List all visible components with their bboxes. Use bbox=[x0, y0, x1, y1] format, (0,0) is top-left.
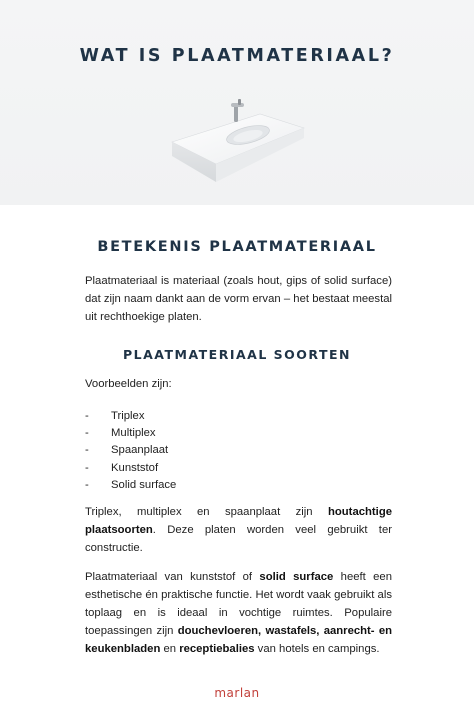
text-run: van hotels en campings. bbox=[254, 643, 380, 655]
definition-paragraph: Plaatmateriaal is materiaal (zoals hout, gips of solid surface) dat zijn naam dankt aan de vorm ervan – het bestaat meestal uit rechthoekige platen. bbox=[85, 275, 392, 323]
list-dash: - bbox=[85, 410, 89, 422]
list-dash: - bbox=[85, 427, 89, 440]
list-item-label: Solid surface bbox=[111, 478, 177, 491]
material-list bbox=[85, 408, 176, 494]
wood-types-paragraph bbox=[85, 503, 392, 557]
page-title: WAT IS PLAATMATERIAAL? bbox=[79, 46, 395, 66]
list-item bbox=[85, 408, 176, 425]
list-dash: - bbox=[85, 444, 89, 457]
text-run: . Deze platen worden veel gebruikt ter constructie. bbox=[85, 524, 392, 554]
list-item bbox=[85, 425, 176, 442]
examples-intro: Voorbeelden zijn: bbox=[85, 378, 172, 390]
bold-term: houtachtige plaatsoorten bbox=[85, 506, 392, 536]
section-heading-betekenis: BETEKENIS PLAATMATERIAAL bbox=[97, 239, 377, 255]
bold-term: solid surface bbox=[259, 571, 334, 583]
list-item-label: Multiplex bbox=[111, 427, 156, 440]
list-item bbox=[85, 460, 176, 477]
section-heading-soorten: PLAATMATERIAAL SOORTEN bbox=[122, 347, 352, 362]
washbasin-image bbox=[168, 98, 308, 198]
list-dash: - bbox=[85, 461, 89, 474]
list-dash: - bbox=[85, 478, 89, 491]
list-item-label: Kunststof bbox=[111, 461, 159, 474]
bold-term: douchevloeren, wastafels, aanrecht- en keukenbladen bbox=[85, 625, 392, 655]
hero-banner bbox=[0, 0, 474, 205]
list-item-label: Spaanplaat bbox=[111, 444, 169, 457]
list-item-label: Triplex bbox=[111, 410, 145, 422]
text-run: Triplex, multiplex en spaanplaat zijn bbox=[85, 506, 328, 518]
text-run: heeft een esthetische én praktische functie. Het wordt vaak gebruikt als toplaag en is ideaal in vochtige ruimtes. Populaire toepassingen zijn bbox=[85, 571, 392, 637]
text-run: Plaatmateriaal van kunststof of bbox=[85, 571, 260, 583]
solid-surface-paragraph bbox=[85, 568, 392, 658]
bold-term: receptiebalies bbox=[179, 643, 255, 655]
list-item bbox=[85, 477, 176, 494]
marlan-logo: marlan bbox=[214, 686, 260, 700]
list-item bbox=[85, 442, 176, 459]
text-run: en bbox=[160, 643, 180, 655]
